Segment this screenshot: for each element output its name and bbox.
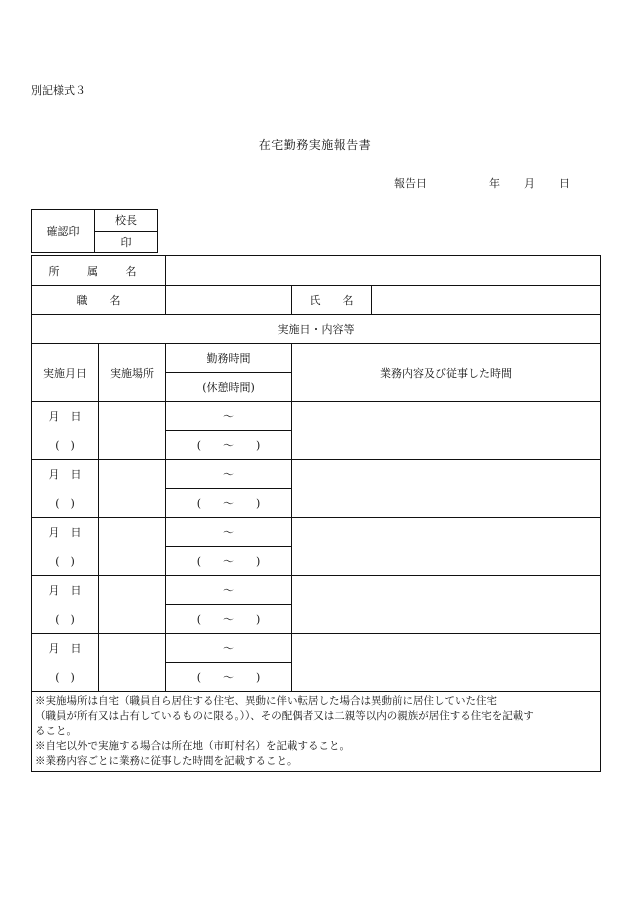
row-work-time[interactable]: ～ [166,518,292,547]
col-work-hours-header: 勤務時間 [166,344,292,373]
row-content[interactable] [292,634,601,692]
row-date-bottom[interactable]: ( ) [32,605,99,634]
row-date-top[interactable]: 月 日 [32,460,99,489]
row-date-bottom[interactable]: ( ) [32,547,99,576]
row-date-bottom[interactable]: ( ) [32,431,99,460]
position-field[interactable] [166,286,292,315]
name-label: 氏 名 [292,286,372,315]
position-label: 職 名 [32,286,166,315]
row-place[interactable] [99,518,166,576]
col-break-hours-header: (休憩時間) [166,373,292,402]
row-date-top[interactable]: 月 日 [32,402,99,431]
col-content-header: 業務内容及び従事した時間 [292,344,601,402]
row-place[interactable] [99,634,166,692]
note-line: ※自宅以外で実施する場合は所在地（市町村名）を記載すること。 [35,740,350,752]
seal-box[interactable]: 印 [95,231,158,253]
affiliation-field[interactable] [166,256,601,286]
row-break-time[interactable]: ( ～ ) [166,431,292,460]
confirm-label: 確認印 [32,210,95,253]
confirm-stamp-table [31,209,158,253]
affiliation-label: 所 属 名 [32,256,166,286]
row-break-time[interactable]: ( ～ ) [166,547,292,576]
note-line: ること。 [35,725,77,737]
report-date-year: 年 [489,177,500,190]
section-header: 実施日・内容等 [32,315,601,344]
row-date-bottom[interactable]: ( ) [32,663,99,692]
form-id: 別記様式３ [31,84,86,97]
col-date-header: 実施月日 [32,344,99,402]
row-date-top[interactable]: 月 日 [32,634,99,663]
row-break-time[interactable]: ( ～ ) [166,663,292,692]
row-content[interactable] [292,460,601,518]
row-break-time[interactable]: ( ～ ) [166,489,292,518]
row-work-time[interactable]: ～ [166,634,292,663]
row-date-top[interactable]: 月 日 [32,576,99,605]
report-date-label: 報告日 [394,177,427,190]
row-work-time[interactable]: ～ [166,576,292,605]
principal-label: 校長 [95,210,158,232]
row-place[interactable] [99,460,166,518]
name-field[interactable] [372,286,601,315]
document-title: 在宅勤務実施報告書 [258,138,372,152]
col-place-header: 実施場所 [99,344,166,402]
row-work-time[interactable]: ～ [166,402,292,431]
row-place[interactable] [99,576,166,634]
row-date-top[interactable]: 月 日 [32,518,99,547]
note-line: ※業務内容ごとに業務に従事した時間を記載すること。 [35,755,298,767]
row-content[interactable] [292,518,601,576]
note-line: （職員が所有又は占有しているものに限る。））、その配偶者又は二親等以内の親族が居住する住宅を記載す [35,710,534,722]
row-content[interactable] [292,576,601,634]
report-table [31,255,601,772]
note-line: ※実施場所は自宅（職員自ら居住する住宅、異動に伴い転居した場合は異動前に居住していた住宅 [35,695,497,707]
report-date-month: 月 [524,177,535,190]
report-date-day: 日 [559,177,570,190]
row-content[interactable] [292,402,601,460]
row-place[interactable] [99,402,166,460]
report-date [0,175,630,189]
row-date-bottom[interactable]: ( ) [32,489,99,518]
row-break-time[interactable]: ( ～ ) [166,605,292,634]
row-work-time[interactable]: ～ [166,460,292,489]
notes [32,692,601,772]
